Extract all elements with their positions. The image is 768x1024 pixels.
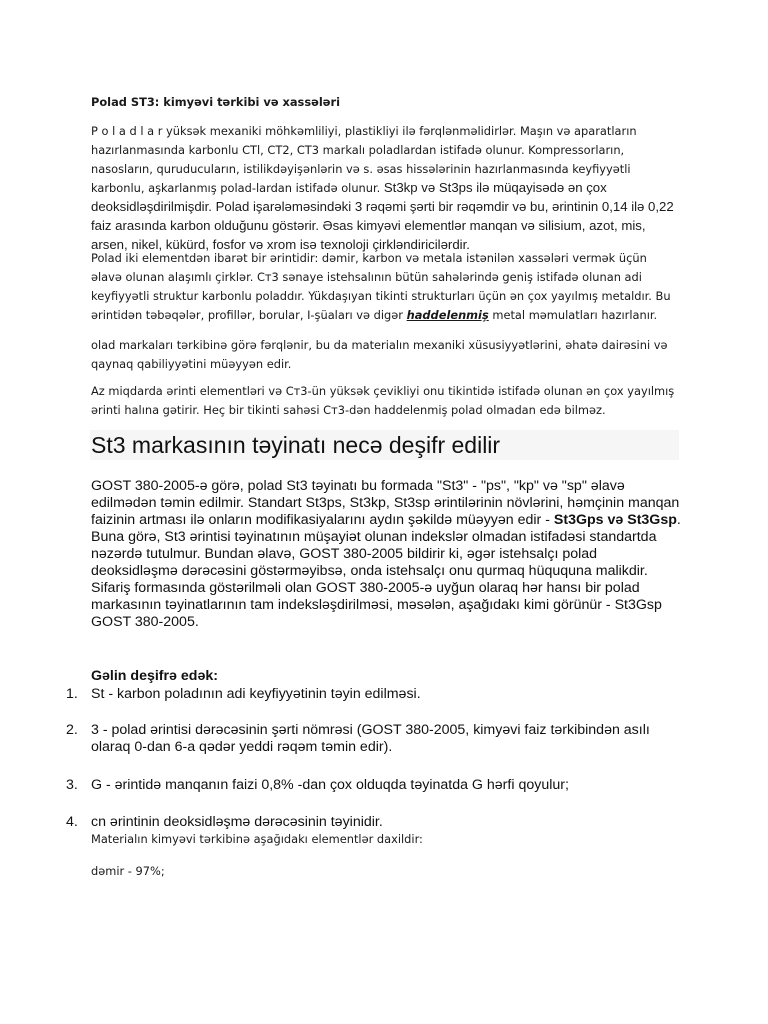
paragraph-composition-end: metal məmulatları hazırlanır. (492, 308, 658, 322)
paragraph-gost-first (91, 478, 681, 580)
paragraph-intro-continuation: St3kp və St3ps ilə müqayisədə ən çox deoksidləşdirilmişdir. Polad işarələməsindəki 3 rəqəmi şərti bir rəqəmdir və bu, ərintinin 0,14 ilə 0,22 faiz arasında karbon olduğunu göstərir. Əsas kimyəvi elementlər manqan və silisium, azot, mis, arsen, nikel, kükürd, fosfor və xrom isə texnoloji çirkləndiricilərdir. (91, 180, 674, 252)
list-text: cn ərintinin deoksidləşmə dərəcəsinin təyinidir. (91, 814, 383, 830)
paragraph-gost-bold: St3Gps və St3Gsp (553, 512, 677, 528)
paragraph-construction: Az miqdarda ərinti elementləri və Ст3-ün yüksək çevikliyi onu tikintidə istifadə olunan ən çox yayılmış ərinti halına gətirir. Heç bir tikinti sahəsi Ст3-dən haddelenmiş polad olmadan edə bilməz. (91, 384, 675, 417)
section-heading: St3 markasının təyinatı necə deşifr edilir (90, 430, 679, 460)
element-iron: dəmir - 97%; (91, 864, 165, 878)
paragraph-grades: olad markaları tərkibinə görə fərqlənir, bu da materialın mexaniki xüsusiyyətlərini, əhatə dairəsini və qaynaq qabiliyyətini müəyyən edir. (91, 338, 668, 371)
paragraph-gost-text: GOST 380-2005-ə görə, polad St3 təyinatı bu formada "St3" - "ps", "kp" və "sp" əlavə edilmədən təmin edilmir. Standart St3ps, St3kp, St3sp ərintilərinin növlərini, həmçinin manqan faizinin artması ilə onların modifikasiyalarını aydın şəkildə müəyyən edir - (91, 478, 680, 528)
paragraph-intro (91, 122, 681, 255)
list-text: 3 - polad ərintisi dərəcəsinin şərti nömrəsi (GOST 380-2005, kimyəvi faiz tərkibindən asılı olaraq 0-dan 6-a qədər yeddi rəqəm təmin edir). (91, 722, 650, 755)
list-number: 2. (66, 722, 78, 738)
document-title: Polad ST3: kimyəvi tərkibi və xassələri (91, 95, 340, 109)
paragraph-composition (91, 249, 681, 325)
paragraph-elements: Materialın kimyəvi tərkibinə aşağıdakı elementlər daxildir: (91, 832, 423, 846)
haddelenmis-link[interactable]: haddelenmiş (406, 308, 489, 322)
list-number: 4. (66, 814, 78, 830)
paragraph-composition-text: Polad iki elementdən ibarət bir ərintidir: dəmir, karbon və metala istənilən xassələri vermək üçün əlavə olunan alaşımlı çirklər. Ст3 sənaye istehsalının bütün sahələrində geniş istifadə olunan adi keyfiyyətli struktur karbonlu poladdır. Yükdaşıyan tikinti strukturları üçün ən çox yayılmış metaldır. Bu ərintidən təbəqələr, profillər, borular, I-şüaları və digər (91, 251, 671, 322)
list-number: 3. (66, 777, 78, 793)
list-text: G - ərintidə manqanın faizi 0,8% -dan çox olduqda təyinatda G hərfi qoyulur; (91, 777, 569, 793)
paragraph-gost (91, 478, 681, 631)
paragraph-gost-text-2: . Buna görə, St3 ərintisi təyinatının müşayiət olunan indekslər olmadan istifadəsi standartda nəzərdə tutulmur. Bundan əlavə, GOST 380-2005 bildirir ki, əgər istehsalçı polad deoksidləşmə dərəcəsini göstərməyibsə, onda istehsalçı onu qurmaq hüququna malikdir. (91, 512, 681, 579)
paragraph-gost-order: Sifariş formasında göstərilməli olan GOST 380-2005-ə uyğun olaraq hər hansı bir polad markasının təyinatlarının tam indeksləşdirilməsi, məsələn, aşağıdakı kimi görünür - St3Gsp GOST 380-2005. (91, 580, 662, 630)
list-text: St - karbon poladının adi keyfiyyətinin təyin edilməsi. (91, 686, 421, 702)
list-number: 1. (66, 686, 78, 702)
paragraph-intro-text: P o l a d l a r yüksək mexaniki möhkəmliliyi, plastikliyi ilə fərqlənməlidirlər. Maşın və aparatların hazırlanmasında karbonlu CTl, CT2, CT3 markalı poladlardan istifadə olunur. Kompressorların, nasosların, quruducuların, istilikdəyişənlərin və s. əsas hissələrinin hazırlanmasında keyfiyyətli karbonlu, aşkarlanmış polad-lardan istifadə olunur. (91, 124, 637, 195)
list-subheading: Gəlin deşifrə edək: (91, 668, 218, 684)
